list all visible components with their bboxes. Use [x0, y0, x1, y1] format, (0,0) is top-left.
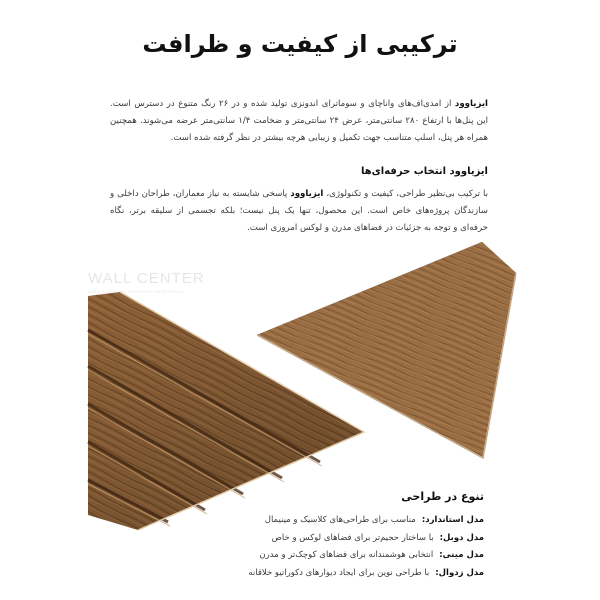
model-desc: با طراحی نوین برای ایجاد دیوارهای دکوراتیو خلاقانه — [248, 567, 430, 578]
intro-line-1: از امدی‌اف‌های واناچای و سوماترای اندونزی تولید شده و در ۲۶ رنگ متنوع در دسترس است. — [110, 99, 455, 109]
page-title: ترکیبی از کیفیت و ظرافت — [142, 30, 458, 58]
list-item — [228, 547, 484, 565]
list-item — [228, 565, 484, 583]
pro-brand: ایزیاوود — [290, 189, 324, 199]
model-name: مدل زدوال: — [435, 567, 484, 578]
list-item — [228, 530, 484, 548]
list-item — [228, 512, 484, 530]
pro-text-before: با ترکیب بی‌نظیر طراحی، کیفیت و تکنولوژی، — [323, 189, 489, 199]
model-desc: انتخابی هوشمندانه برای فضاهای کوچک‌تر و مدرن — [259, 550, 434, 560]
intro-line-2: این پنل‌ها با ارتفاع ۲۸۰ سانتی‌متر، عرض ۲۴ سانتی‌متر و ضخامت ۱/۴ سانتی‌متر عرضه می‌شوند. — [139, 116, 488, 126]
intro-brand: ایزیاوود — [454, 99, 488, 109]
pro-text-after: پاسخی شایسته به نیاز معماران، طراحان داخلی و سازندگان پروژه‌های خاص است. این محصول، تنها یک پنل نیست؛ بلکه تجسمی از سلیقه برتر، نگاه حرفه‌ای و توجه به جزئیات در فضاهای مدرن و لوکس امروزی است. — [110, 189, 488, 233]
variety-heading: تنوع در طراحی — [401, 490, 484, 503]
model-desc: مناسب برای طراحی‌های کلاسیک و مینیمال — [264, 515, 416, 525]
variety-list — [228, 512, 484, 582]
model-name: مدل دوبل: — [439, 532, 484, 543]
pro-heading: ایزیاوود انتخاب حرفه‌ای‌ها — [360, 166, 488, 177]
model-name: مدل استاندارد: — [421, 515, 484, 525]
model-name: مدل مینی: — [439, 550, 484, 560]
model-desc: با ساختار حجیم‌تر برای فضاهای لوکس و خاص — [271, 532, 434, 543]
watermark-name: WALL CENTER — [88, 270, 205, 287]
watermark-tagline: WALL & CEILING COVERING REFERENCE — [88, 289, 185, 294]
intro-line-3: همچنین همراه هر پنل، اسلپ متناسب جهت تکمیل و زیبایی هرچه بیشتر در نظر گرفته شده است. — [110, 116, 488, 143]
